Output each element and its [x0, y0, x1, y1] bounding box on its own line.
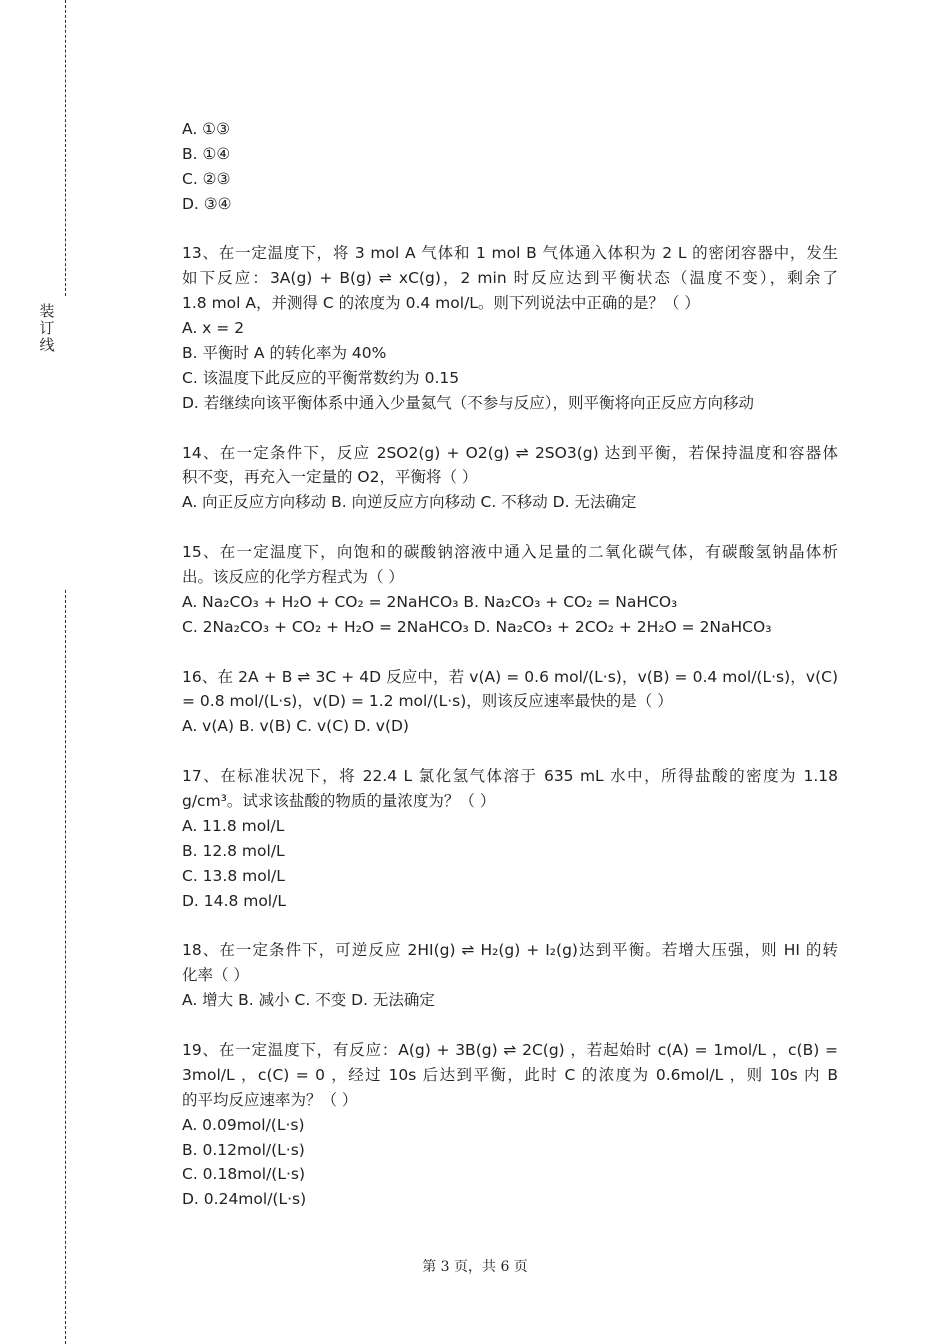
option-line: B. 平衡时 A 的转化率为 40%: [182, 344, 387, 363]
question-stem-line: 3mol/L ，c(C) = 0 ，经过 10s 后达到平衡，此时 C 的浓度为 0.6mol/L ，则 10s 内 B: [182, 1065, 838, 1084]
question-stem-line: 19、在一定温度下，有反应：A(g) + 3B(g) ⇌ 2C(g) ，若起始时 c(A) = 1mol/L ，c(B) =: [182, 1040, 838, 1059]
question-stem-line: g/cm³。试求该盐酸的物质的量浓度为？（ ）: [182, 792, 496, 811]
option-line: B. 12.8 mol/L: [182, 841, 285, 860]
question-13: [182, 241, 838, 415]
option-line: C. 13.8 mol/L: [182, 866, 285, 885]
question-19: [182, 1038, 838, 1212]
page-number-footer: 第 3 页，共 6 页: [422, 1259, 528, 1275]
option-line: B. ①④: [182, 144, 231, 163]
question-stem-line: 17、在标准状况下，将 22.4 L 氯化氢气体溶于 635 mL 水中，所得盐酸的密度为 1.18: [182, 767, 838, 786]
question-stem-line: = 0.8 mol/(L·s)，v(D) = 1.2 mol/(L·s)，则该反应速率最快的是（ ）: [182, 692, 673, 711]
option-line: D. ③④: [182, 194, 232, 213]
option-line: C. 2Na₂CO₃ + CO₂ + H₂O = 2NaHCO₃ D. Na₂CO₃ + 2CO₂ + 2H₂O = 2NaHCO₃: [182, 617, 772, 636]
question-18: [182, 938, 838, 1013]
question-stem-line: 出。该反应的化学方程式为（ ）: [182, 568, 404, 587]
question-stem-line: 1.8 mol A，并测得 C 的浓度为 0.4 mol/L。则下列说法中正确的是？（ ）: [182, 294, 700, 313]
question-12-options: [182, 117, 838, 217]
option-line: B. 0.12mol/(L·s): [182, 1140, 305, 1159]
question-stem-line: 18、在一定条件下，可逆反应 2HI(g) ⇌ H₂(g) + I₂(g)达到平衡。若增大压强，则 HI 的转: [182, 941, 838, 960]
option-line: D. 14.8 mol/L: [182, 891, 286, 910]
question-stem-line: 如下反应：3A(g) + B(g) ⇌ xC(g)，2 min 时反应达到平衡状态（温度不变），剩余了: [182, 269, 838, 288]
question-16: [182, 665, 838, 740]
binding-dashed-line-top: [65, 0, 66, 296]
binding-char: 订: [39, 319, 55, 337]
question-stem-line: 13、在一定温度下，将 3 mol A 气体和 1 mol B 气体通入体积为 2 L 的密闭容器中，发生: [182, 244, 838, 263]
question-stem-line: 14、在一定条件下，反应 2SO2(g) + O2(g) ⇌ 2SO3(g) 达到平衡，若保持温度和容器体: [182, 443, 838, 462]
option-line: C. 0.18mol/(L·s): [182, 1165, 306, 1184]
question-14: [182, 441, 838, 516]
option-line: A. 0.09mol/(L·s): [182, 1115, 305, 1134]
option-line: A. Na₂CO₃ + H₂O + CO₂ = 2NaHCO₃ B. Na₂CO₃ + CO₂ = NaHCO₃: [182, 592, 678, 611]
option-line: A. ①③: [182, 120, 230, 138]
option-line: A. 向正反应方向移动 B. 向逆反应方向移动 C. 不移动 D. 无法确定: [182, 493, 637, 512]
option-line: D. 若继续向该平衡体系中通入少量氦气（不参与反应），则平衡将向正反应方向移动: [182, 393, 755, 412]
question-stem-line: 化率（ ）: [182, 966, 249, 985]
question-content: [182, 117, 838, 1212]
option-line: A. x = 2: [182, 319, 245, 338]
question-stem-line: 积不变，再充入一定量的 O2，平衡将（ ）: [182, 468, 478, 487]
binding-dashed-line-bottom: [65, 590, 66, 1344]
binding-label: [37, 303, 57, 354]
binding-char: 线: [39, 336, 55, 354]
question-15: [182, 540, 838, 640]
question-stem-line: 的平均反应速率为？（ ）: [182, 1090, 358, 1109]
option-line: A. 11.8 mol/L: [182, 816, 285, 835]
binding-char: 装: [39, 302, 55, 320]
option-line: A. v(A) B. v(B) C. v(C) D. v(D): [182, 717, 409, 736]
option-line: A. 增大 B. 减小 C. 不变 D. 无法确定: [182, 991, 435, 1010]
question-stem-line: 15、在一定温度下，向饱和的碳酸钠溶液中通入足量的二氧化碳气体，有碳酸氢钠晶体析: [182, 543, 838, 562]
question-17: [182, 764, 838, 913]
option-line: D. 0.24mol/(L·s): [182, 1190, 307, 1209]
option-line: C. 该温度下此反应的平衡常数约为 0.15: [182, 368, 460, 387]
option-line: C. ②③: [182, 169, 231, 188]
question-stem-line: 16、在 2A + B ⇌ 3C + 4D 反应中，若 v(A) = 0.6 mol/(L·s)，v(B) = 0.4 mol/(L·s)，v(C): [182, 667, 838, 686]
